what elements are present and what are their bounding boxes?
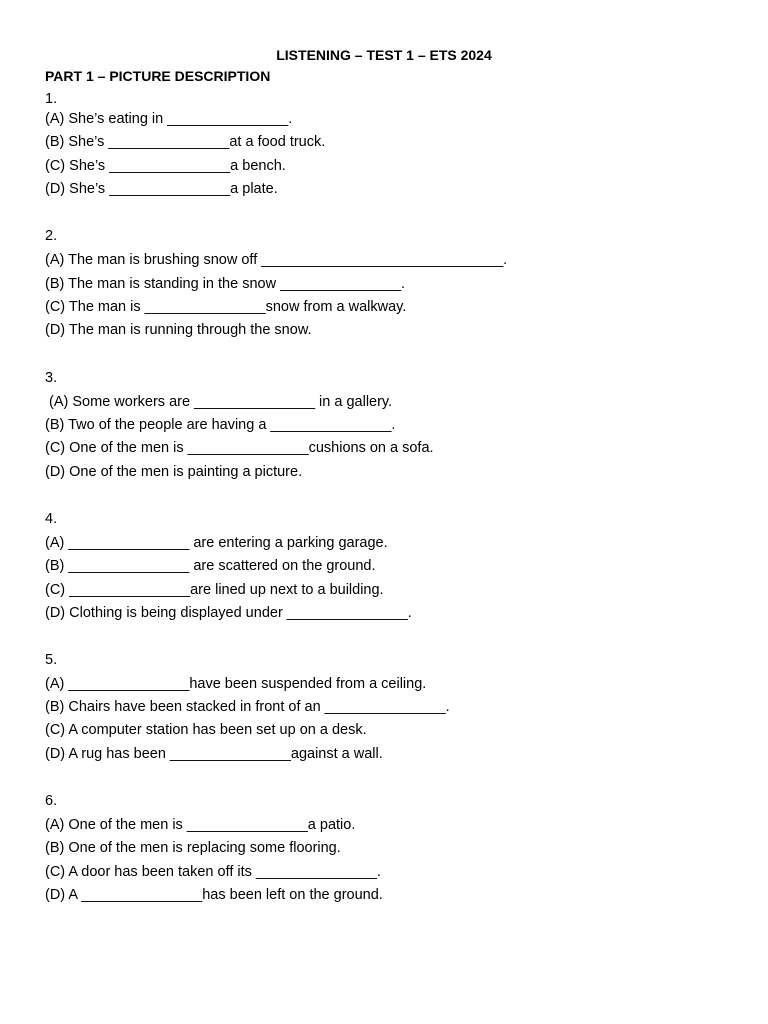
question-1-number: 1.: [45, 91, 58, 107]
question-1-option-c: (C) She’s _______________a bench.: [45, 158, 286, 174]
question-3-option-a: (A) Some workers are _______________ in a gallery.: [45, 394, 393, 410]
question-5-option-b: (B) Chairs have been stacked in front of an _______________.: [45, 699, 450, 715]
question-3-option-d: (D) One of the men is painting a picture.: [45, 464, 303, 480]
question-5-option-d: (D) A rug has been _______________against a wall.: [45, 746, 383, 762]
question-4-number: 4.: [45, 511, 58, 527]
question-6-option-a: (A) One of the men is _______________a patio.: [45, 817, 356, 833]
question-6-option-c: (C) A door has been taken off its _______________.: [45, 864, 381, 880]
question-6-option-b: (B) One of the men is replacing some flooring.: [45, 840, 341, 856]
section-heading: PART 1 – PICTURE DESCRIPTION: [45, 68, 271, 84]
question-6-number: 6.: [45, 793, 58, 809]
question-4-option-c: (C) _______________are lined up next to a building.: [45, 582, 384, 598]
question-4-option-d: (D) Clothing is being displayed under _______________.: [45, 605, 412, 621]
question-1-option-a: (A) She’s eating in _______________.: [45, 111, 293, 127]
question-3-option-b: (B) Two of the people are having a _______________.: [45, 417, 396, 433]
question-5-option-a: (A) _______________have been suspended from a ceiling.: [45, 676, 427, 692]
question-2-option-c: (C) The man is _______________snow from a walkway.: [45, 299, 407, 315]
page-title: LISTENING – TEST 1 – ETS 2024: [276, 47, 492, 63]
question-4-option-a: (A) _______________ are entering a parking garage.: [45, 535, 388, 551]
question-5-number: 5.: [45, 652, 58, 668]
question-1-option-b: (B) She’s _______________at a food truck.: [45, 134, 326, 150]
question-2-option-a: (A) The man is brushing snow off ______________________________.: [45, 252, 508, 268]
question-1-option-d: (D) She’s _______________a plate.: [45, 181, 278, 197]
question-4-option-b: (B) _______________ are scattered on the ground.: [45, 558, 376, 574]
question-3-number: 3.: [45, 370, 58, 386]
question-2-option-d: (D) The man is running through the snow.: [45, 322, 312, 338]
question-2-number: 2.: [45, 228, 58, 244]
question-2-option-b: (B) The man is standing in the snow _______________.: [45, 276, 406, 292]
question-5-option-c: (C) A computer station has been set up on a desk.: [45, 722, 367, 738]
question-6-option-d: (D) A _______________has been left on the ground.: [45, 887, 383, 903]
question-3-option-c: (C) One of the men is _______________cushions on a sofa.: [45, 440, 434, 456]
